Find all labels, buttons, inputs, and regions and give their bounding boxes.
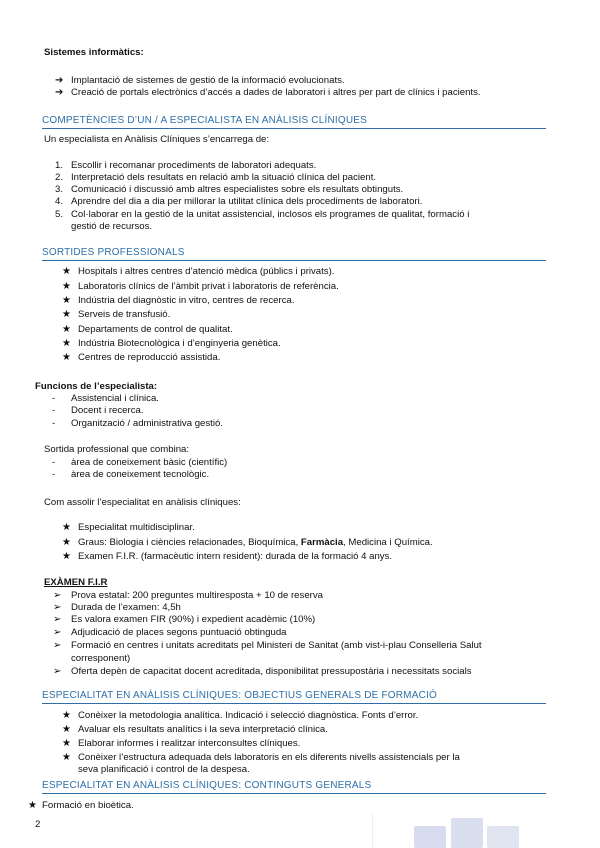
star-icon: ★ [62,281,71,292]
star-icon: ★ [62,352,71,363]
faded-divider [372,813,373,848]
assolir-item-2 [78,537,433,548]
sortides-item-1: Hospitals i altres centres d’atenció mèdica (públics i privats). [78,266,335,277]
objectius-item-3: Elaborar informes i realitzar interconsultes clíniques. [78,738,301,749]
star-icon: ★ [62,324,71,335]
arrow-icon: ➔ [55,75,64,86]
assolir-item-3: Examen F.I.R. (farmacèutic intern resident): durada de la formació 4 anys. [78,551,393,562]
funcions-title: Funcions de l’especialista: [35,381,158,392]
continguts-heading: ESPECIALITAT EN ANÀLISIS CLÍNIQUES: CONTINGUTS GENERALS [42,780,546,794]
objectius-item-2: Avaluar els resultats analítics i la seva interpretació clínica. [78,724,328,735]
triangle-arrow-icon: ➢ [53,590,62,601]
funcions-item-3: Organització / administrativa gestió. [71,418,223,429]
competencies-intro: Un especialista en Anàlisis Clíniques s’encarrega de: [44,134,270,145]
sistemes-item-1: Implantació de sistemes de gestió de la informació evolucionats. [71,75,345,86]
sistemes-item-2: Creació de portals electrònics d’accés a dades de laboratori i altres per part de clínics i pacients. [71,87,481,98]
objectius-item-4: Conèixer l’estructura adequada dels laboratoris en els diferents nivells assistencials per la [78,752,460,763]
sortides-heading: SORTIDES PROFESSIONALS [42,247,546,261]
sortides-item-5: Departaments de control de qualitat. [78,324,233,335]
dash-icon: - [52,405,56,416]
page-number: 2 [35,819,41,830]
faded-diagram-box [487,826,519,848]
competencies-item-1: Escollir i recomanar procediments de laboratori adequats. [71,160,317,171]
triangle-arrow-icon: ➢ [53,602,62,613]
triangle-arrow-icon: ➢ [53,627,62,638]
examen-item-5: Formació en centres i unitats acreditats pel Ministeri de Sanitat (amb vist-i-plau Conselleria Salut [71,640,482,651]
objectius-item-1: Conèixer la metodologia analítica. Indicació i selecció diagnòstica. Fonts d’error. [78,710,419,721]
star-icon: ★ [62,522,71,533]
star-icon: ★ [62,338,71,349]
sortides-item-2: Laboratoris clínics de l’àmbit privat i laboratoris de referència. [78,281,339,292]
examen-item-1: Prova estatal: 200 preguntes multiresposta + 10 de reserva [71,590,323,601]
star-icon: ★ [62,724,71,735]
dash-icon: - [52,457,56,468]
assolir-intro: Com assolir l’especialitat en anàlisis clíniques: [44,497,241,508]
funcions-item-1: Assistencial i clínica. [71,393,159,404]
continguts-item-1: Formació en bioètica. [42,800,134,811]
assolir-item-1: Especialitat multidisciplinar. [78,522,195,533]
star-icon: ★ [62,752,71,763]
list-number: 4. [55,196,64,207]
examen-item-3: Es valora examen FIR (90%) i expedient acadèmic (10%) [71,614,316,625]
assolir-item-2-bold: Farmàcia [300,537,344,548]
dash-icon: - [52,418,56,429]
list-number: 1. [55,160,64,171]
sortida-item-1: àrea de coneixement bàsic (científic) [71,457,228,468]
examen-title: EXÀMEN F.I.R [44,577,108,588]
sistemes-title: Sistemes informàtics: [44,47,144,58]
assolir-item-2-end: , Medicina i Química. [343,537,433,548]
triangle-arrow-icon: ➢ [53,666,62,677]
sortides-item-4: Serveis de transfusió. [78,309,171,320]
competencies-item-3: Comunicació i discussió amb altres especialistes sobre els resultats obtinguts. [71,184,404,195]
competencies-heading: COMPETÈNCIES D’UN / A ESPECIALISTA EN ANÀLISIS CLÍNIQUES [42,115,546,129]
list-number: 2. [55,172,64,183]
faded-diagram-box [414,826,446,848]
arrow-icon: ➔ [55,87,64,98]
sortides-item-3: Indústria del diagnòstic in vitro, centres de recerca. [78,295,295,306]
examen-item-6: Oferta depèn de capacitat docent acreditada, disponibilitat pressupostària i necessitats socials [71,666,472,677]
star-icon: ★ [62,738,71,749]
star-icon: ★ [62,309,71,320]
objectius-item-4-cont: seva planificació i control de la despesa. [78,764,250,775]
examen-item-4: Adjudicació de places segons puntuació obtinguda [71,627,287,638]
star-icon: ★ [28,800,37,811]
list-number: 5. [55,209,64,220]
assolir-item-2-start: Graus: Biologia i ciències relacionades, Bioquímica, [78,537,301,548]
faded-diagram-box [451,818,483,848]
examen-item-2: Durada de l’examen: 4,5h [71,602,181,613]
star-icon: ★ [62,266,71,277]
competencies-item-2: Interpretació dels resultats en relació amb la situació clínica del pacient. [71,172,377,183]
star-icon: ★ [62,295,71,306]
competencies-item-5-cont: gestió de recursos. [71,221,153,232]
star-icon: ★ [62,710,71,721]
dash-icon: - [52,393,56,404]
star-icon: ★ [62,551,71,562]
triangle-arrow-icon: ➢ [53,640,62,651]
competencies-item-5: Col·laborar en la gestió de la unitat assistencial, inclosos els programes de qualitat, formació i [71,209,470,220]
sortides-item-7: Centres de reproducció assistida. [78,352,221,363]
competencies-item-4: Aprendre del dia a dia per millorar la utilitat clínica dels procediments de laboratori. [71,196,423,207]
sortides-item-6: Indústria Biotecnològica i d’enginyeria genètica. [78,338,281,349]
sortida-intro: Sortida professional que combina: [44,444,190,455]
sortida-item-2: àrea de coneixement tecnològic. [71,469,210,480]
objectius-heading: ESPECIALITAT EN ANÀLISIS CLÍNIQUES: OBJECTIUS GENERALS DE FORMACIÓ [42,690,546,704]
list-number: 3. [55,184,64,195]
funcions-item-2: Docent i recerca. [71,405,144,416]
star-icon: ★ [62,537,71,548]
triangle-arrow-icon: ➢ [53,614,62,625]
examen-item-5-cont: corresponent) [71,653,131,664]
dash-icon: - [52,469,56,480]
